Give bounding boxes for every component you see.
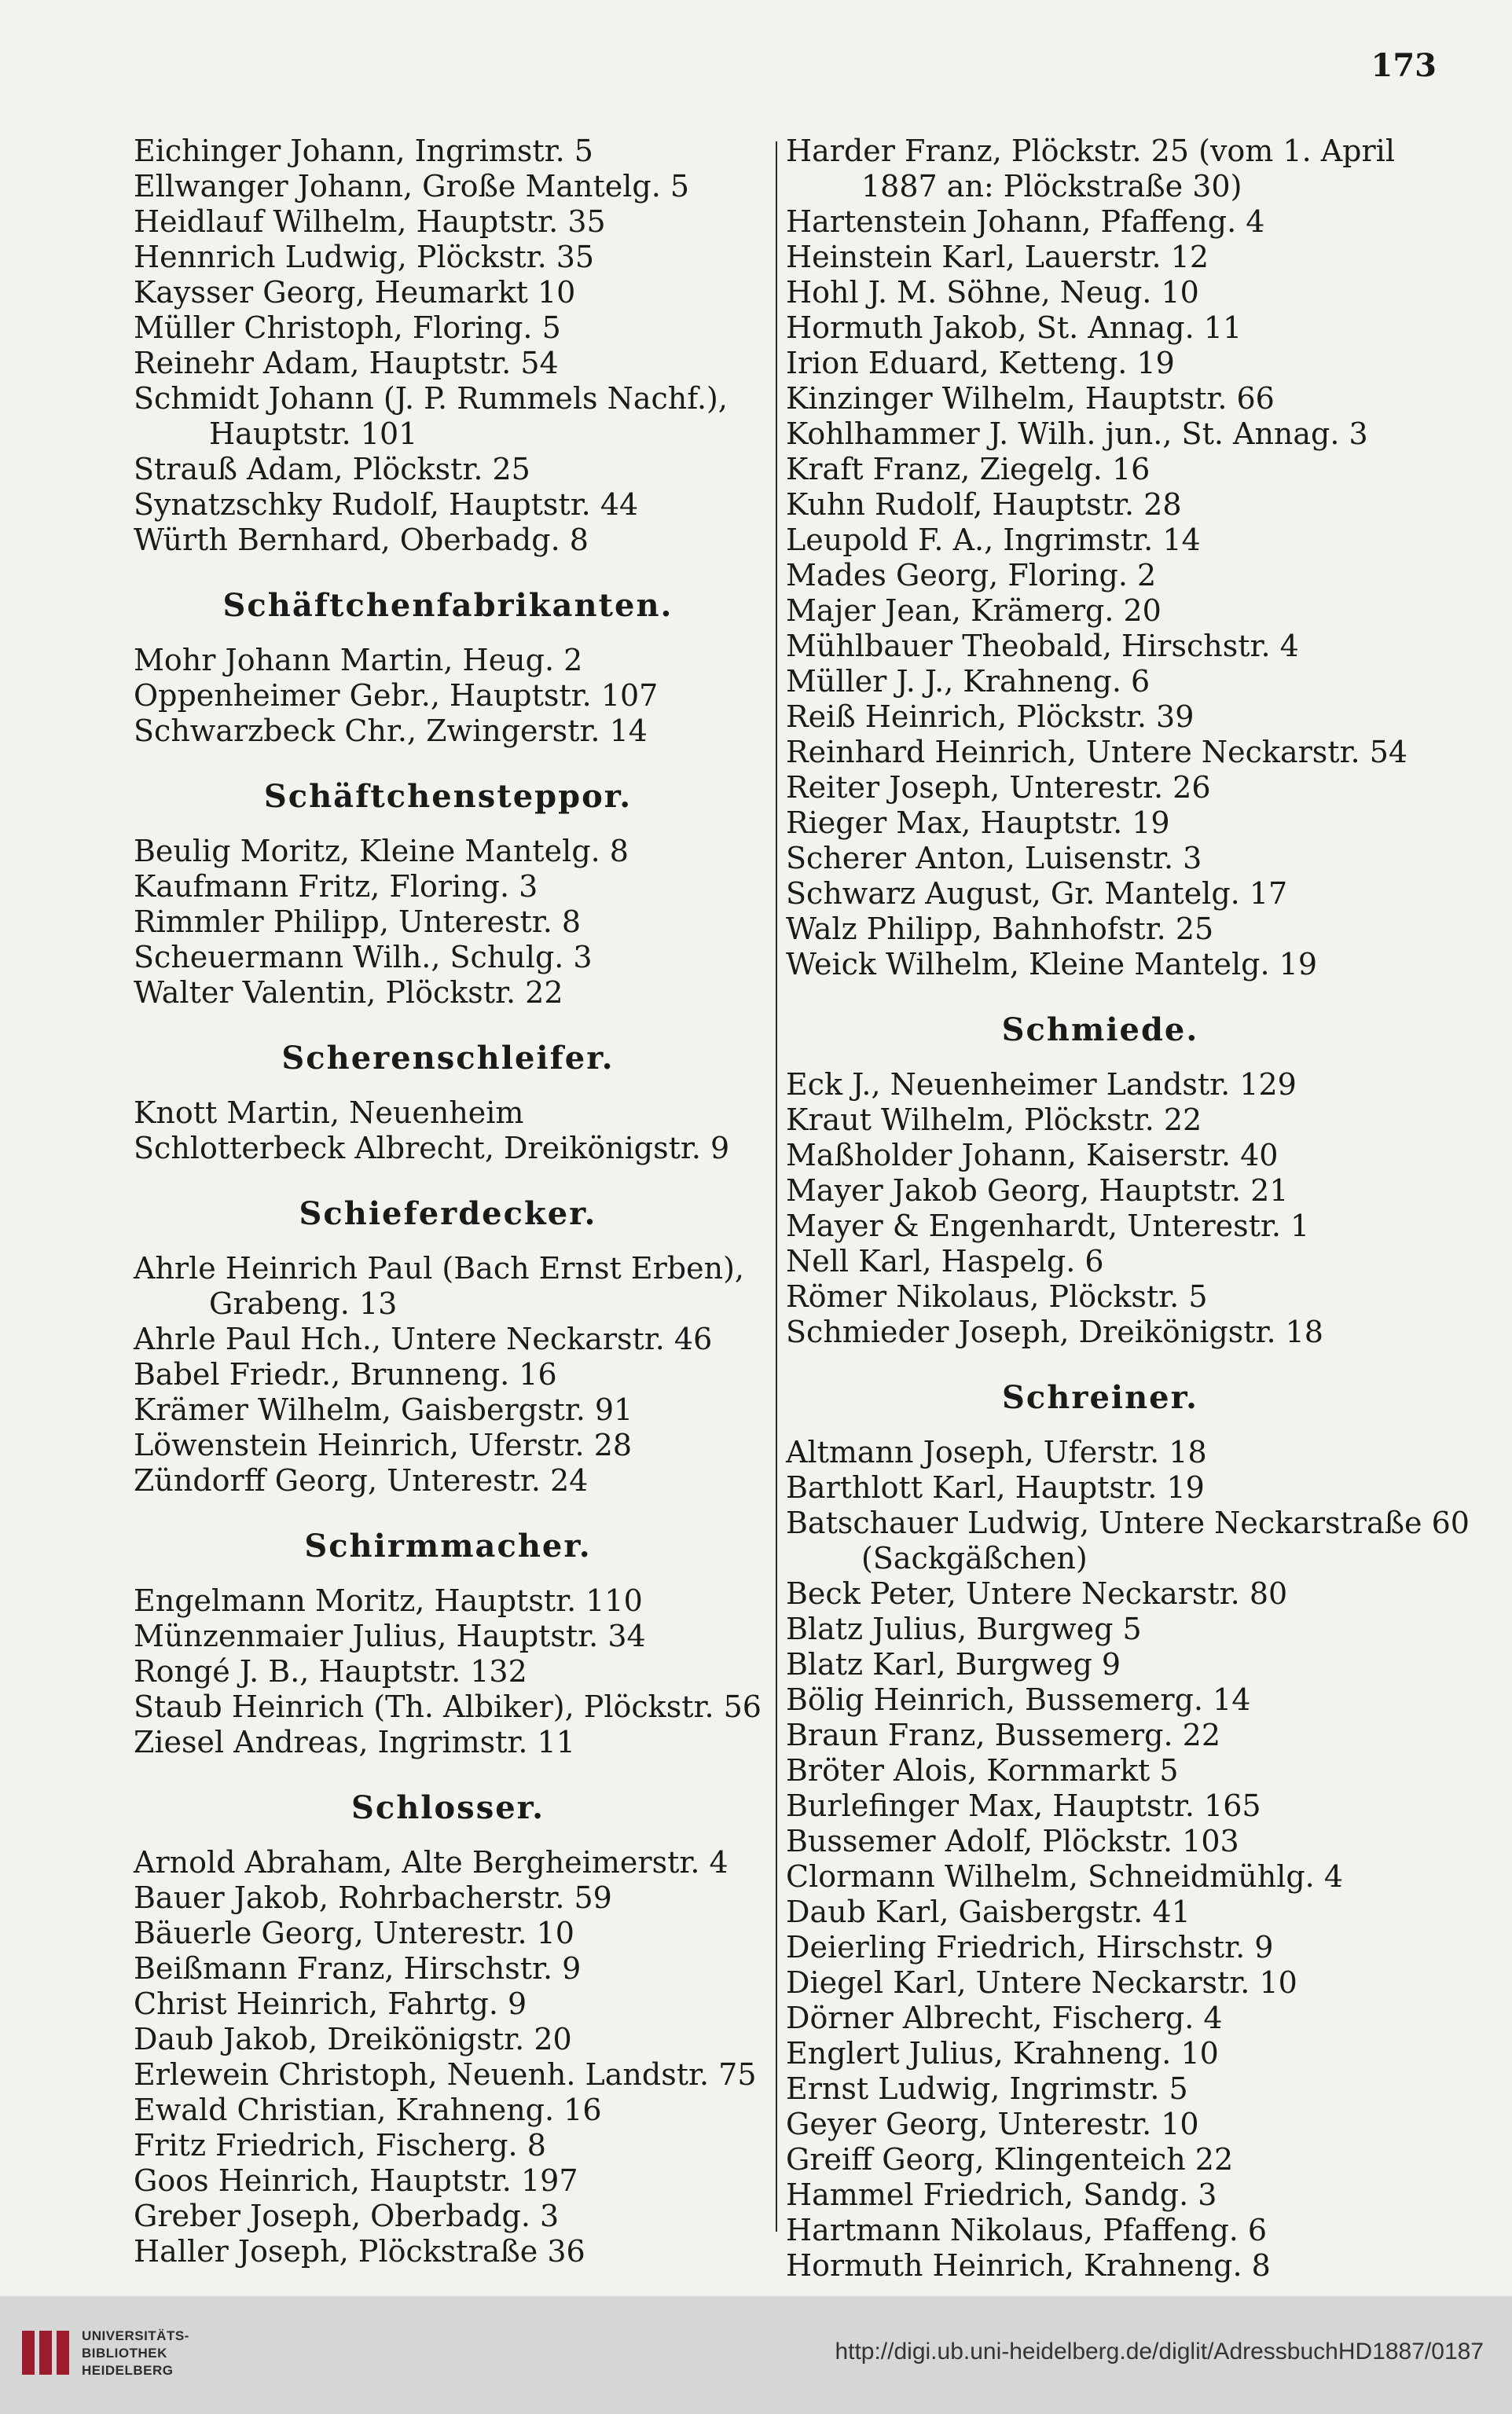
directory-entry: Leupold F. A., Ingrimstr. 14 — [786, 523, 1201, 557]
directory-entry: Ernst Ludwig, Ingrimstr. 5 — [786, 2071, 1188, 2106]
directory-entry: Nell Karl, Haspelg. 6 — [786, 1244, 1104, 1279]
column-divider — [776, 141, 777, 2232]
directory-entry: Knott Martin, Neuenheim — [134, 1095, 524, 1130]
directory-entry: Blatz Julius, Burgweg 5 — [786, 1612, 1142, 1646]
directory-entry: Beißmann Franz, Hirschstr. 9 — [134, 1951, 582, 1986]
directory-entry: Strauß Adam, Plöckstr. 25 — [134, 452, 530, 486]
directory-entry: Greiff Georg, Klingenteich 22 — [786, 2142, 1234, 2177]
directory-entry: Bäuerle Georg, Unterestr. 10 — [134, 1916, 574, 1950]
directory-entry: Hammel Friedrich, Sandg. 3 — [786, 2177, 1217, 2212]
directory-entry: Ewald Christian, Krahneng. 16 — [134, 2093, 602, 2127]
directory-entry: Hartmann Nikolaus, Pfaffeng. 6 — [786, 2213, 1268, 2247]
directory-entry: Fritz Friedrich, Fischerg. 8 — [134, 2128, 546, 2163]
directory-entry: Englert Julius, Krahneng. 10 — [786, 2036, 1219, 2071]
directory-entry: Daub Jakob, Dreikönigstr. 20 — [134, 2022, 572, 2056]
directory-entry: Kaufmann Fritz, Floring. 3 — [134, 869, 538, 904]
directory-entry: Münzenmaier Julius, Hauptstr. 34 — [134, 1619, 646, 1653]
directory-entry: Harder Franz, Plöckstr. 25 (vom 1. April — [786, 134, 1395, 168]
section-heading: Schmiede. — [1001, 1011, 1199, 1048]
directory-entry: Ellwanger Johann, Große Mantelg. 5 — [134, 169, 690, 204]
directory-entry: Maßholder Johann, Kaiserstr. 40 — [786, 1138, 1279, 1172]
directory-entry: Greber Joseph, Oberbadg. 3 — [134, 2199, 560, 2233]
directory-entry: Schmidt Johann (J. P. Rummels Nachf.), — [134, 381, 728, 416]
directory-entry: Müller Christoph, Floring. 5 — [134, 310, 561, 345]
directory-entry: Diegel Karl, Untere Neckarstr. 10 — [786, 1965, 1297, 2000]
entry-continuation: Grabeng. 13 — [209, 1286, 398, 1321]
left-column — [134, 134, 762, 2269]
directory-entry: Dörner Albrecht, Fischerg. 4 — [786, 2001, 1223, 2035]
library-name-line: BIBLIOTHEK — [82, 2346, 167, 2361]
directory-entry: Rieger Max, Hauptstr. 19 — [786, 805, 1170, 840]
directory-entry: Bauer Jakob, Rohrbacherstr. 59 — [134, 1880, 612, 1915]
directory-entry: Zündorff Georg, Unterestr. 24 — [134, 1463, 589, 1498]
library-name-line: HEIDELBERG — [82, 2363, 174, 2378]
right-column — [786, 134, 1470, 2284]
directory-entry: Reinehr Adam, Hauptstr. 54 — [134, 346, 559, 380]
entry-continuation: Hauptstr. 101 — [209, 416, 418, 451]
directory-entry: Kaysser Georg, Heumarkt 10 — [134, 275, 576, 310]
library-name — [82, 2328, 189, 2379]
directory-entry: Hartenstein Johann, Pfaffeng. 4 — [786, 204, 1265, 239]
directory-entry: Schlotterbeck Albrecht, Dreikönigstr. 9 — [134, 1131, 730, 1165]
directory-entry: Beulig Moritz, Kleine Mantelg. 8 — [134, 834, 629, 868]
directory-entry: Mühlbauer Theobald, Hirschstr. 4 — [786, 629, 1299, 663]
directory-entry: Mades Georg, Floring. 2 — [786, 558, 1157, 592]
directory-entry: Bussemer Adolf, Plöckstr. 103 — [786, 1824, 1239, 1858]
directory-entry: Reiter Joseph, Unterestr. 26 — [786, 770, 1211, 805]
directory-entry: Bröter Alois, Kornmarkt 5 — [786, 1753, 1179, 1788]
directory-entry: Kraut Wilhelm, Plöckstr. 22 — [786, 1102, 1202, 1137]
section-heading: Schirmmacher. — [304, 1528, 592, 1565]
directory-entry: Kuhn Rudolf, Hauptstr. 28 — [786, 487, 1182, 522]
directory-entry: Mayer & Engenhardt, Unterestr. 1 — [786, 1209, 1310, 1243]
directory-entry: Scherer Anton, Luisenstr. 3 — [786, 841, 1202, 875]
directory-entry: Schwarz August, Gr. Mantelg. 17 — [786, 876, 1288, 911]
directory-entry: Hohl J. M. Söhne, Neug. 10 — [786, 275, 1199, 310]
directory-entry: Schmieder Joseph, Dreikönigstr. 18 — [786, 1315, 1323, 1349]
section-heading: Schieferdecker. — [299, 1195, 597, 1232]
directory-entry: Hormuth Heinrich, Krahneng. 8 — [786, 2248, 1271, 2283]
directory-entry: Batschauer Ludwig, Untere Neckarstraße 60 — [786, 1506, 1470, 1540]
directory-entry: Kraft Franz, Ziegelg. 16 — [786, 452, 1151, 486]
directory-entry: Babel Friedr., Brunneng. 16 — [134, 1357, 557, 1392]
directory-entry: Staub Heinrich (Th. Albiker), Plöckstr. 56 — [134, 1689, 762, 1724]
directory-entry: Heidlauf Wilhelm, Hauptstr. 35 — [134, 204, 606, 239]
directory-entry: Eck J., Neuenheimer Landstr. 129 — [786, 1067, 1297, 1102]
directory-entry: Reinhard Heinrich, Untere Neckarstr. 54 — [786, 735, 1408, 769]
directory-entry: Walz Philipp, Bahnhofstr. 25 — [786, 912, 1214, 946]
directory-entry: Hormuth Jakob, St. Annag. 11 — [786, 310, 1242, 345]
directory-entry: Barthlott Karl, Hauptstr. 19 — [786, 1470, 1205, 1505]
directory-entry: Deierling Friedrich, Hirschstr. 9 — [786, 1930, 1274, 1965]
footer-bar — [0, 2296, 1512, 2414]
section-heading: Schäftchenfabrikanten. — [222, 587, 673, 624]
page-number: 173 — [1371, 47, 1437, 84]
directory-entry: Oppenheimer Gebr., Hauptstr. 107 — [134, 678, 659, 713]
directory-entry: Beck Peter, Untere Neckarstr. 80 — [786, 1576, 1288, 1611]
library-logo-icon — [20, 2329, 71, 2376]
directory-entry: Müller J. J., Krahneng. 6 — [786, 664, 1151, 699]
directory-entry: Goos Heinrich, Hauptstr. 197 — [134, 2163, 578, 2198]
directory-entry: Rongé J. B., Hauptstr. 132 — [134, 1654, 527, 1689]
library-name-line: UNIVERSITÄTS- — [82, 2328, 189, 2343]
section-heading: Schäftchensteppor. — [263, 778, 633, 815]
directory-entry: Bölig Heinrich, Bussemerg. 14 — [786, 1682, 1251, 1717]
directory-entry: Heinstein Karl, Lauerstr. 12 — [786, 240, 1209, 274]
directory-entry: Weick Wilhelm, Kleine Mantelg. 19 — [786, 947, 1318, 981]
directory-entry: Kinzinger Wilhelm, Hauptstr. 66 — [786, 381, 1275, 416]
directory-entry: Blatz Karl, Burgweg 9 — [786, 1647, 1121, 1682]
section-heading: Schlosser. — [350, 1789, 545, 1826]
directory-entry: Christ Heinrich, Fahrtg. 9 — [134, 1987, 527, 2021]
directory-entry: Haller Joseph, Plöckstraße 36 — [134, 2234, 585, 2269]
directory-entry: Römer Nikolaus, Plöckstr. 5 — [786, 1279, 1208, 1314]
directory-entry: Kohlhammer J. Wilh. jun., St. Annag. 3 — [786, 416, 1368, 451]
directory-entry: Krämer Wilhelm, Gaisbergstr. 91 — [134, 1392, 633, 1427]
directory-entry: Irion Eduard, Ketteng. 19 — [786, 346, 1175, 380]
directory-entry: Arnold Abraham, Alte Bergheimerstr. 4 — [134, 1845, 728, 1880]
directory-entry: Engelmann Moritz, Hauptstr. 110 — [134, 1583, 643, 1618]
directory-entry: Eichinger Johann, Ingrimstr. 5 — [134, 134, 593, 168]
section-heading: Schreiner. — [1002, 1379, 1198, 1416]
directory-entry: Erlewein Christoph, Neuenh. Landstr. 75 — [134, 2057, 757, 2092]
directory-entry: Mayer Jakob Georg, Hauptstr. 21 — [786, 1173, 1289, 1208]
directory-entry: Ziesel Andreas, Ingrimstr. 11 — [134, 1725, 575, 1759]
entry-continuation: (Sackgäßchen) — [861, 1541, 1088, 1576]
directory-entry: Ahrle Paul Hch., Untere Neckarstr. 46 — [134, 1322, 713, 1356]
directory-entry: Majer Jean, Krämerg. 20 — [786, 593, 1162, 628]
directory-entry: Ahrle Heinrich Paul (Bach Ernst Erben), — [134, 1251, 744, 1286]
entry-continuation: 1887 an: Plöckstraße 30) — [861, 169, 1242, 204]
directory-entry: Rimmler Philipp, Unterestr. 8 — [134, 904, 582, 939]
directory-entry: Geyer Georg, Unterestr. 10 — [786, 2107, 1199, 2141]
directory-entry: Walter Valentin, Plöckstr. 22 — [134, 975, 563, 1010]
directory-entry: Braun Franz, Bussemerg. 22 — [786, 1718, 1221, 1752]
section-heading: Scherenschleifer. — [281, 1040, 615, 1077]
directory-entry: Schwarzbeck Chr., Zwingerstr. 14 — [134, 714, 648, 748]
directory-entry: Synatzschky Rudolf, Hauptstr. 44 — [134, 487, 639, 522]
directory-entry: Altmann Joseph, Uferstr. 18 — [786, 1435, 1207, 1469]
directory-entry: Löwenstein Heinrich, Uferstr. 28 — [134, 1428, 633, 1462]
directory-entry: Würth Bernhard, Oberbadg. 8 — [134, 523, 589, 557]
directory-entry: Reiß Heinrich, Plöckstr. 39 — [786, 699, 1195, 734]
source-url-link[interactable]: http://digi.ub.uni-heidelberg.de/diglit/AdressbuchHD1887/0187 — [835, 2339, 1484, 2364]
directory-entry: Daub Karl, Gaisbergstr. 41 — [786, 1895, 1191, 1929]
directory-entry: Burlefinger Max, Hauptstr. 165 — [786, 1788, 1261, 1823]
directory-columns — [134, 134, 1470, 2283]
directory-entry: Scheuermann Wilh., Schulg. 3 — [134, 940, 593, 974]
directory-entry: Hennrich Ludwig, Plöckstr. 35 — [134, 240, 595, 274]
directory-entry: Clormann Wilhelm, Schneidmühlg. 4 — [786, 1859, 1344, 1894]
directory-entry: Mohr Johann Martin, Heug. 2 — [134, 643, 583, 677]
